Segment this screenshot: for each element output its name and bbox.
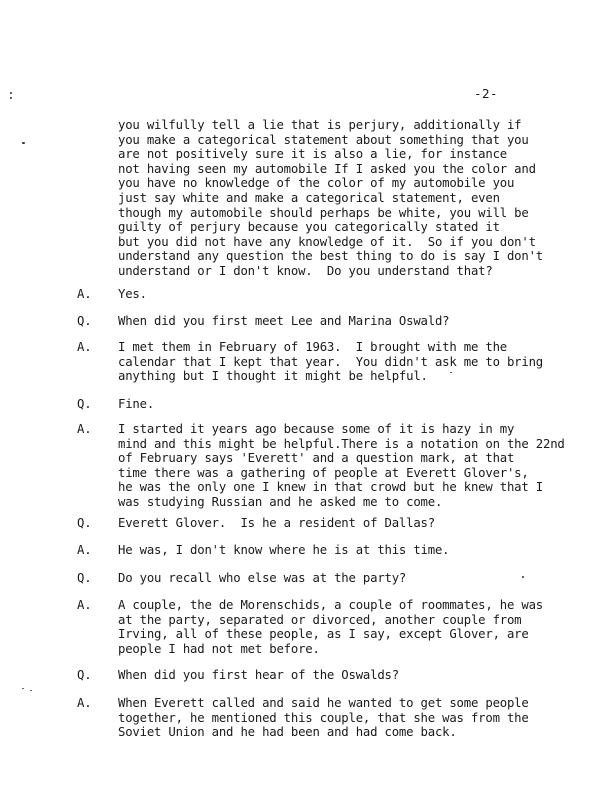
scan-speck — [10, 92, 12, 94]
scan-speck — [522, 576, 524, 578]
intro-line: understand or I don't know. Do you understand that? — [118, 263, 493, 278]
intro-line: guilty of perjury because you categorically stated it — [118, 220, 500, 235]
speaker-label: A. — [77, 598, 92, 612]
scan-speck — [450, 372, 452, 373]
speaker-label: Q. — [77, 571, 92, 585]
speaker-label: Q. — [77, 516, 92, 530]
question-line: When did you first meet Lee and Marina Oswald? — [118, 314, 450, 328]
answer-line: He was, I don't know where he is at this time. — [118, 543, 450, 557]
answer-line: Irving, all of these people, as I say, except Glover, are — [118, 627, 529, 642]
answer-line: of February says 'Everett' and a question mark, at that — [118, 451, 515, 466]
intro-line: but you did not have any knowledge of it. So if you don't — [118, 234, 536, 249]
scan-speck — [30, 690, 32, 691]
speaker-label: A. — [77, 340, 92, 354]
answer-line: calendar that I kept that year. You didn't ask me to bring — [118, 354, 543, 369]
speaker-label: A. — [77, 287, 92, 301]
answer-line: he was the only one I knew in that crowd but he knew that I — [118, 480, 543, 495]
intro-line: though my automobile should perhaps be white, you will be — [118, 205, 529, 220]
answer-line: A couple, the de Morenschids, a couple of roommates, he was — [118, 598, 543, 612]
answer-line: people I had not met before. — [118, 641, 320, 656]
answer-line: at the party, separated or divorced, another couple from — [118, 612, 522, 627]
intro-paragraph — [118, 118, 598, 279]
question-line: Do you recall who else was at the party? — [118, 571, 407, 585]
intro-line: you make a categorical statement about something that you — [118, 132, 529, 147]
speaker-label: A. — [77, 422, 92, 436]
scan-speck — [10, 97, 12, 99]
speaker-label: Q. — [77, 668, 92, 682]
answer-line: When Everett called and said he wanted to get some people — [118, 696, 529, 710]
speaker-label: Q. — [77, 314, 92, 328]
speaker-label: A. — [77, 543, 92, 557]
intro-line: not having seen my automobile If I asked you the color and — [118, 161, 536, 176]
question-line: When did you first hear of the Oswalds? — [118, 668, 399, 682]
answer-line: anything but I thought it might be helpful. — [118, 369, 428, 384]
intro-line: just say white and make a categorical statement, even — [118, 190, 500, 205]
speaker-label: A. — [77, 696, 92, 710]
intro-line: you have no knowledge of the color of my automobile you — [118, 176, 515, 191]
speaker-label: Q. — [77, 397, 92, 411]
scan-speck — [22, 688, 24, 689]
intro-line: understand any question the best thing to do is say I don't — [118, 249, 543, 264]
intro-line: are not positively sure it is also a lie, for instance — [118, 147, 507, 162]
intro-line: you wilfully tell a lie that is perjury, additionally if — [118, 118, 522, 132]
question-line: Everett Glover. Is he a resident of Dallas? — [118, 516, 435, 530]
scan-speck — [22, 142, 25, 144]
answer-line: mind and this might be helpful.There is a notation on the 22nd — [118, 436, 565, 451]
answer-line: time there was a gathering of people at Everett Glover's, — [118, 465, 529, 480]
answer-line: I met them in February of 1963. I brought with me the — [118, 340, 507, 354]
page-number: -2- — [474, 86, 499, 101]
answer-line: Soviet Union and he had been and had come back. — [118, 725, 457, 740]
question-line: Fine. — [118, 397, 155, 411]
answer-line: was studying Russian and he asked me to come. — [118, 494, 443, 509]
answer-line: Yes. — [118, 287, 147, 301]
answer-line: together, he mentioned this couple, that she was from the — [118, 710, 529, 725]
answer-line: I started it years ago because some of it is hazy in my — [118, 422, 515, 436]
